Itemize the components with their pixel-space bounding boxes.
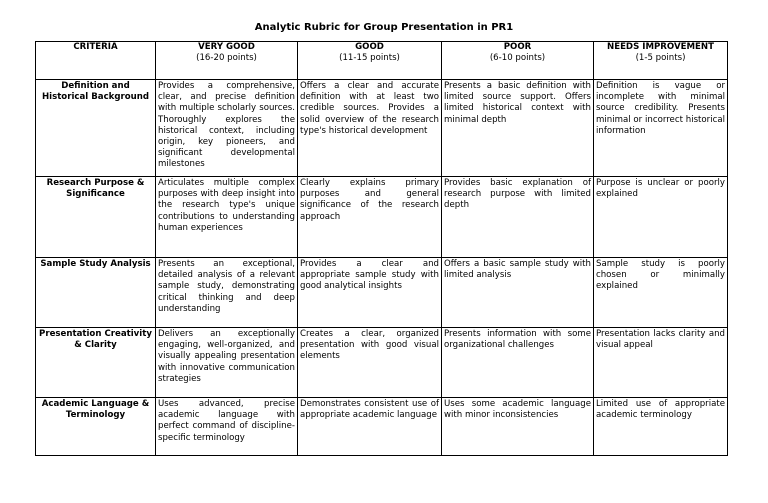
header-row <box>36 42 728 80</box>
criterion-cell: Sample Study Analysis <box>36 258 156 328</box>
table-row <box>36 328 728 398</box>
level-header-good: GOOD (11-15 points) <box>298 42 442 80</box>
table-row <box>36 177 728 258</box>
table-row <box>36 258 728 328</box>
rubric-cell: Limited use of appropriate academic terminology <box>594 398 728 456</box>
table-row <box>36 398 728 456</box>
level-header-very-good: VERY GOOD (16-20 points) <box>156 42 298 80</box>
rubric-cell: Clearly explains primary purposes and general significance of the research approach <box>298 177 442 258</box>
rubric-cell: Presents a basic definition with limited source support. Offers limited historical context with minimal depth <box>442 80 594 177</box>
rubric-cell: Uses some academic language with minor inconsistencies <box>442 398 594 456</box>
level-header-poor: POOR (6-10 points) <box>442 42 594 80</box>
criterion-cell: Research Purpose & Significance <box>36 177 156 258</box>
criteria-header: CRITERIA <box>36 42 156 80</box>
rubric-cell: Offers a clear and accurate definition with at least two credible sources. Provides a solid overview of the research type's historical development <box>298 80 442 177</box>
criterion-cell: Presentation Creativity & Clarity <box>36 328 156 398</box>
rubric-cell: Provides a comprehensive, clear, and precise definition with multiple scholarly sources. Thoroughly explores the historical context, including origin, key pioneers, and significant developmental milestones <box>156 80 298 177</box>
rubric-cell: Presentation lacks clarity and visual appeal <box>594 328 728 398</box>
rubric-cell: Demonstrates consistent use of appropriate academic language <box>298 398 442 456</box>
rubric-cell: Definition is vague or incomplete with minimal source credibility. Presents minimal or incorrect historical information <box>594 80 728 177</box>
criterion-cell: Academic Language & Terminology <box>36 398 156 456</box>
rubric-cell: Provides a clear and appropriate sample study with good analytical insights <box>298 258 442 328</box>
level-header-needs-improvement: NEEDS IMPROVEMENT (1-5 points) <box>594 42 728 80</box>
rubric-cell: Articulates multiple complex purposes with deep insight into the research type's unique contributions to understanding human experiences <box>156 177 298 258</box>
rubric-table <box>35 41 728 456</box>
rubric-cell: Sample study is poorly chosen or minimally explained <box>594 258 728 328</box>
rubric-cell: Delivers an exceptionally engaging, well-organized, and visually appealing presentation with innovative communication strategies <box>156 328 298 398</box>
rubric-cell: Presents an exceptional, detailed analysis of a relevant sample study, demonstrating critical thinking and deep understanding <box>156 258 298 328</box>
rubric-cell: Offers a basic sample study with limited analysis <box>442 258 594 328</box>
rubric-cell: Uses advanced, precise academic language with perfect command of discipline-specific terminology <box>156 398 298 456</box>
rubric-cell: Creates a clear, organized presentation with good visual elements <box>298 328 442 398</box>
document-title: Analytic Rubric for Group Presentation in PR1 <box>254 22 514 33</box>
table-row <box>36 80 728 177</box>
rubric-cell: Presents information with some organizational challenges <box>442 328 594 398</box>
rubric-cell: Purpose is unclear or poorly explained <box>594 177 728 258</box>
rubric-cell: Provides basic explanation of research purpose with limited depth <box>442 177 594 258</box>
criterion-cell: Definition and Historical Background <box>36 80 156 177</box>
